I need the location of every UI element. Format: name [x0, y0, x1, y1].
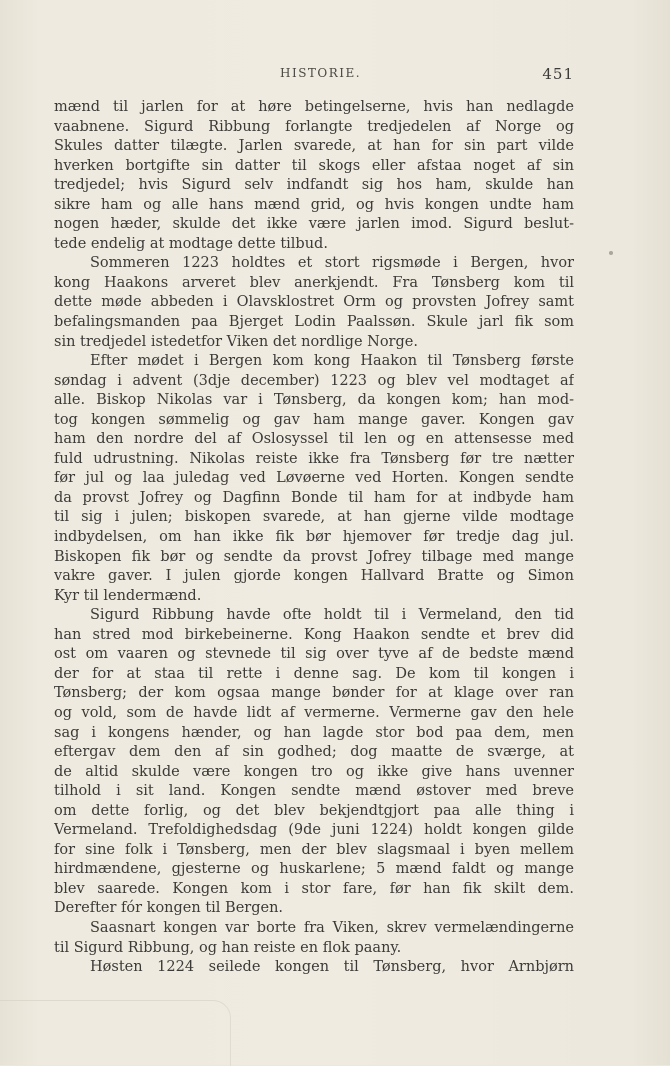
text-line: før jul og laa juledag ved Løvøerne ved Horten. Kongen sendte — [54, 470, 574, 487]
text-line: vakre gaver. I julen gjorde kongen Hallvard Bratte og Simon — [54, 568, 574, 585]
text-line: for sine folk i Tønsberg, men der blev slagsmaal i byen mellem — [54, 841, 574, 858]
text-line: tog kongen sømmelig og gav ham mange gaver. Kongen gav — [54, 411, 574, 428]
text-line: Vermeland. Trefoldighedsdag (9de juni 1224) holdt kongen gilde — [54, 822, 574, 839]
page-number: 451 — [542, 65, 574, 83]
text-line: sikre ham og alle hans mænd grid, og hvis kongen undte ham — [54, 196, 574, 213]
text-line: der for at staa til rette i denne sag. De kom til kongen i — [54, 665, 574, 682]
text-line: til sig i julen; biskopen svarede, at han gjerne vilde modtage — [54, 509, 574, 526]
text-line: blev saarede. Kongen kom i stor fare, før han fik skilt dem. — [54, 880, 574, 897]
text-line: indbydelsen, om han ikke fik bør hjemover før tredje dag jul. — [54, 529, 574, 546]
text-line: da provst Jofrey og Dagfinn Bonde til ham for at indbyde ham — [54, 489, 574, 506]
text-line: om dette forlig, og det blev bekjendtgjort paa alle thing i — [54, 802, 574, 819]
text-line: ham den nordre del af Oslosyssel til len og en attensesse med — [54, 431, 574, 448]
text-line: tede endelig at modtage dette tilbud. — [54, 235, 328, 252]
text-line: Sommeren 1223 holdtes et stort rigsmøde i Bergen, hvor — [90, 255, 574, 272]
text-line: kong Haakons arveret blev anerkjendt. Fra Tønsberg kom til — [54, 274, 574, 291]
text-line: sin tredjedel istedetfor Viken det nordlige Norge. — [54, 333, 418, 350]
text-line: Saasnart kongen var borte fra Viken, skrev vermelændingerne — [90, 919, 574, 936]
text-line: befalingsmanden paa Bjerget Lodin Paalssøn. Skule jarl fik som — [54, 314, 574, 331]
text-line: mænd til jarlen for at høre betingelserne, hvis han nedlagde — [54, 99, 574, 115]
text-line: Derefter fór kongen til Bergen. — [54, 900, 284, 917]
text-line: dette møde abbeden i Olavsklostret Orm og provsten Jofrey samt — [54, 294, 574, 311]
page-header — [54, 66, 574, 86]
running-title: HISTORIE. — [280, 66, 362, 80]
text-line: Sigurd Ribbung havde ofte holdt til i Vermeland, den tid — [90, 607, 574, 624]
body-text — [54, 98, 574, 978]
page-corner-shadow — [0, 1000, 231, 1066]
text-line: Efter mødet i Bergen kom kong Haakon til Tønsberg første — [90, 353, 574, 370]
text-line: hverken bortgifte sin datter til skogs eller afstaa noget af sin — [54, 157, 574, 174]
text-line: han stred mod birkebeinerne. Kong Haakon sendte et brev did — [54, 626, 574, 643]
text-line: søndag i advent (3dje december) 1223 og blev vel modtaget af — [54, 372, 574, 389]
text-line: ost om vaaren og stevnede til sig over tyve af de bedste mænd — [54, 646, 574, 663]
text-line: nogen hæder, skulde det ikke være jarlen imod. Sigurd beslut- — [54, 216, 574, 233]
text-line: de altid skulde være kongen tro og ikke give hans uvenner — [54, 763, 574, 780]
text-line: fuld udrustning. Nikolas reiste ikke fra Tønsberg før tre nætter — [54, 450, 574, 467]
ink-speck — [609, 251, 613, 255]
text-line: til Sigurd Ribbung, og han reiste en flok paany. — [54, 939, 402, 956]
text-line: Biskopen fik bør og sendte da provst Jofrey tilbage med mange — [54, 548, 574, 565]
text-line: tredjedel; hvis Sigurd selv indfandt sig hos ham, skulde han — [54, 177, 574, 194]
text-line: Skules datter tilægte. Jarlen svarede, at han for sin part vilde — [54, 138, 574, 155]
text-line: eftergav dem den af sin godhed; dog maatte de sværge, at — [54, 744, 574, 761]
text-line: hirdmændene, gjesterne og huskarlene; 5 mænd faldt og mange — [54, 861, 574, 878]
text-line: sag i kongens hænder, og han lagde stor bod paa dem, men — [54, 724, 574, 741]
text-line: og vold, som de havde lidt af vermerne. Vermerne gav den hele — [54, 704, 574, 721]
text-line: alle. Biskop Nikolas var i Tønsberg, da kongen kom; han mod- — [54, 392, 574, 409]
text-line: Tønsberg; der kom ogsaa mange bønder for at klage over ran — [54, 685, 574, 702]
text-line: tilhold i sit land. Kongen sendte mænd østover med breve — [54, 783, 574, 800]
text-line: vaabnene. Sigurd Ribbung forlangte tredjedelen af Norge og — [54, 118, 574, 135]
text-line: Høsten 1224 seilede kongen til Tønsberg, hvor Arnbjørn — [90, 959, 574, 976]
text-line: Kyr til lendermænd. — [54, 587, 202, 604]
